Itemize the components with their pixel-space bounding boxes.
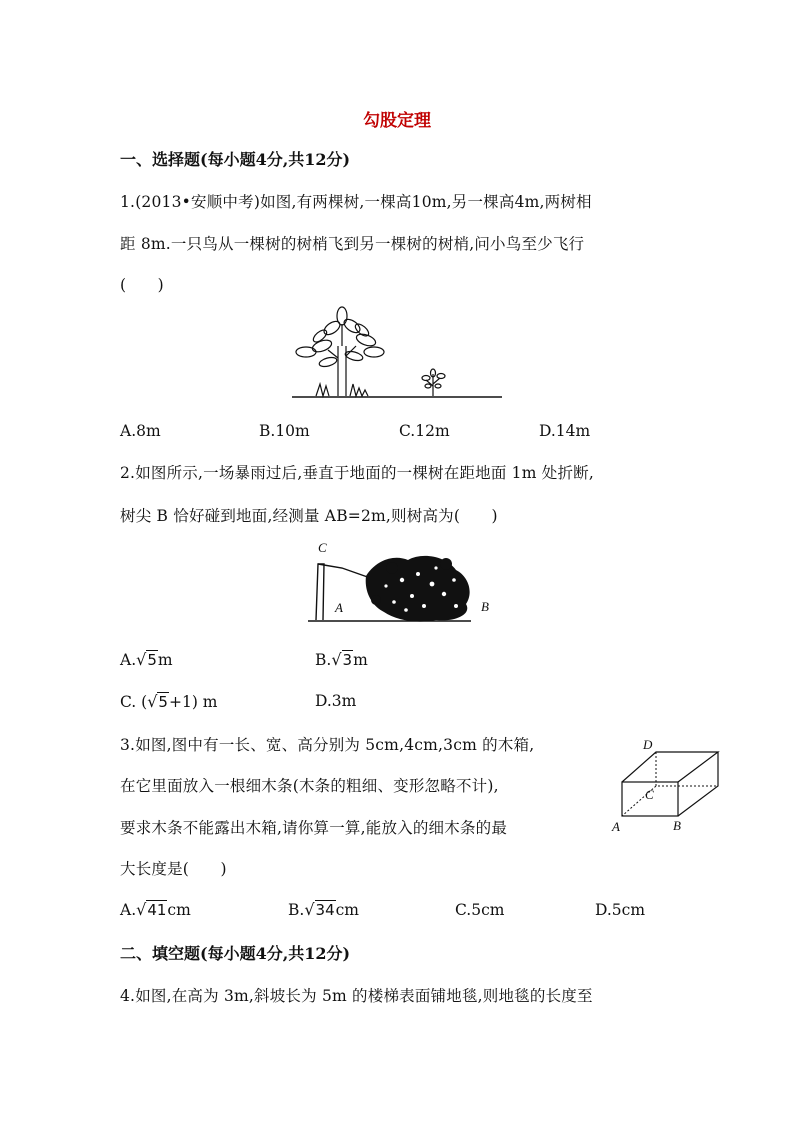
q3-option-a-radicand: 41 <box>147 901 167 919</box>
section-heading-fill-in: 二、填空题(每小题4分,共12分) <box>120 944 351 963</box>
q2-option-a-prefix: A. <box>120 651 137 669</box>
q3-option-a[interactable] <box>120 900 191 919</box>
q2-option-c-suffix: +1) m <box>168 693 218 711</box>
q2-option-c-prefix: C. ( <box>120 693 148 711</box>
q2-option-a[interactable] <box>120 650 173 669</box>
q1-text-line-3: ( ) <box>120 276 164 294</box>
q2-option-c-radicand: 5 <box>158 693 168 711</box>
q3-option-a-prefix: A. <box>120 901 137 919</box>
q2-broken-tree-figure <box>306 540 476 624</box>
q1-text-line-1: 1.(2013•安顺中考)如图,有两棵树,一棵高10m,另一棵高4m,两树相 <box>120 193 592 211</box>
q1-two-trees-figure <box>292 306 504 400</box>
q1-option-c[interactable]: C.12m <box>399 422 450 440</box>
q2-text-line-2: 树尖 B 恰好碰到地面,经测量 AB=2m,则树高为( ) <box>120 507 498 525</box>
q2-option-d[interactable]: D.3m <box>315 692 357 710</box>
q3-option-d[interactable]: D.5cm <box>595 901 646 919</box>
q1-option-b[interactable]: B.10m <box>259 422 310 440</box>
q2-option-b[interactable] <box>315 650 368 669</box>
q3-label-a: A <box>612 819 620 834</box>
page-title: 勾股定理 <box>363 111 431 131</box>
q3-box-figure <box>620 748 720 820</box>
q3-option-b-prefix: B. <box>288 901 305 919</box>
q3-text-line-2: 在它里面放入一根细木条(木条的粗细、变形忽略不计), <box>120 777 499 795</box>
sqrt-symbol: √3 <box>331 650 353 669</box>
q2-option-a-suffix: m <box>157 651 173 669</box>
q3-option-c[interactable]: C.5cm <box>455 901 505 919</box>
q2-option-b-suffix: m <box>353 651 368 669</box>
q3-option-b-radicand: 34 <box>315 901 335 919</box>
q2-text-line-1: 2.如图所示,一场暴雨过后,垂直于地面的一棵树在距地面 1m 处折断, <box>120 464 594 482</box>
q1-option-a[interactable]: A.8m <box>120 422 161 440</box>
q3-option-a-suffix: cm <box>167 901 191 919</box>
section-heading-multiple-choice: 一、选择题(每小题4分,共12分) <box>120 150 351 169</box>
q2-label-c: C <box>318 540 327 555</box>
q3-text-line-4: 大长度是( ) <box>120 860 227 878</box>
sqrt-symbol: √34 <box>304 900 335 919</box>
sqrt-symbol: √5 <box>136 650 157 669</box>
q2-label-b: B <box>481 599 489 614</box>
sqrt-symbol: √41 <box>136 900 167 919</box>
q2-option-b-prefix: B. <box>315 651 332 669</box>
q3-text-line-3: 要求木条不能露出木箱,请你算一算,能放入的细木条的最 <box>120 819 508 837</box>
q3-label-b: B <box>673 818 681 833</box>
q3-text-line-1: 3.如图,图中有一长、宽、高分别为 5cm,4cm,3cm 的木箱, <box>120 736 535 754</box>
sqrt-symbol: √5 <box>147 692 168 711</box>
q2-option-c[interactable] <box>120 692 218 711</box>
q3-option-b[interactable] <box>288 900 359 919</box>
q4-text-line-1: 4.如图,在高为 3m,斜坡长为 5m 的楼梯表面铺地毯,则地毯的长度至 <box>120 987 593 1005</box>
q3-label-d: D <box>643 737 653 752</box>
q3-option-b-suffix: cm <box>335 901 360 919</box>
q2-option-a-radicand: 5 <box>147 651 157 669</box>
q3-label-c: C <box>645 787 654 802</box>
q1-option-d[interactable]: D.14m <box>539 422 591 440</box>
q1-text-line-2: 距 8m.一只鸟从一棵树的树梢飞到另一棵树的树梢,问小鸟至少飞行 <box>120 235 585 253</box>
q2-label-a: A <box>335 600 343 615</box>
q2-option-b-radicand: 3 <box>342 651 353 669</box>
